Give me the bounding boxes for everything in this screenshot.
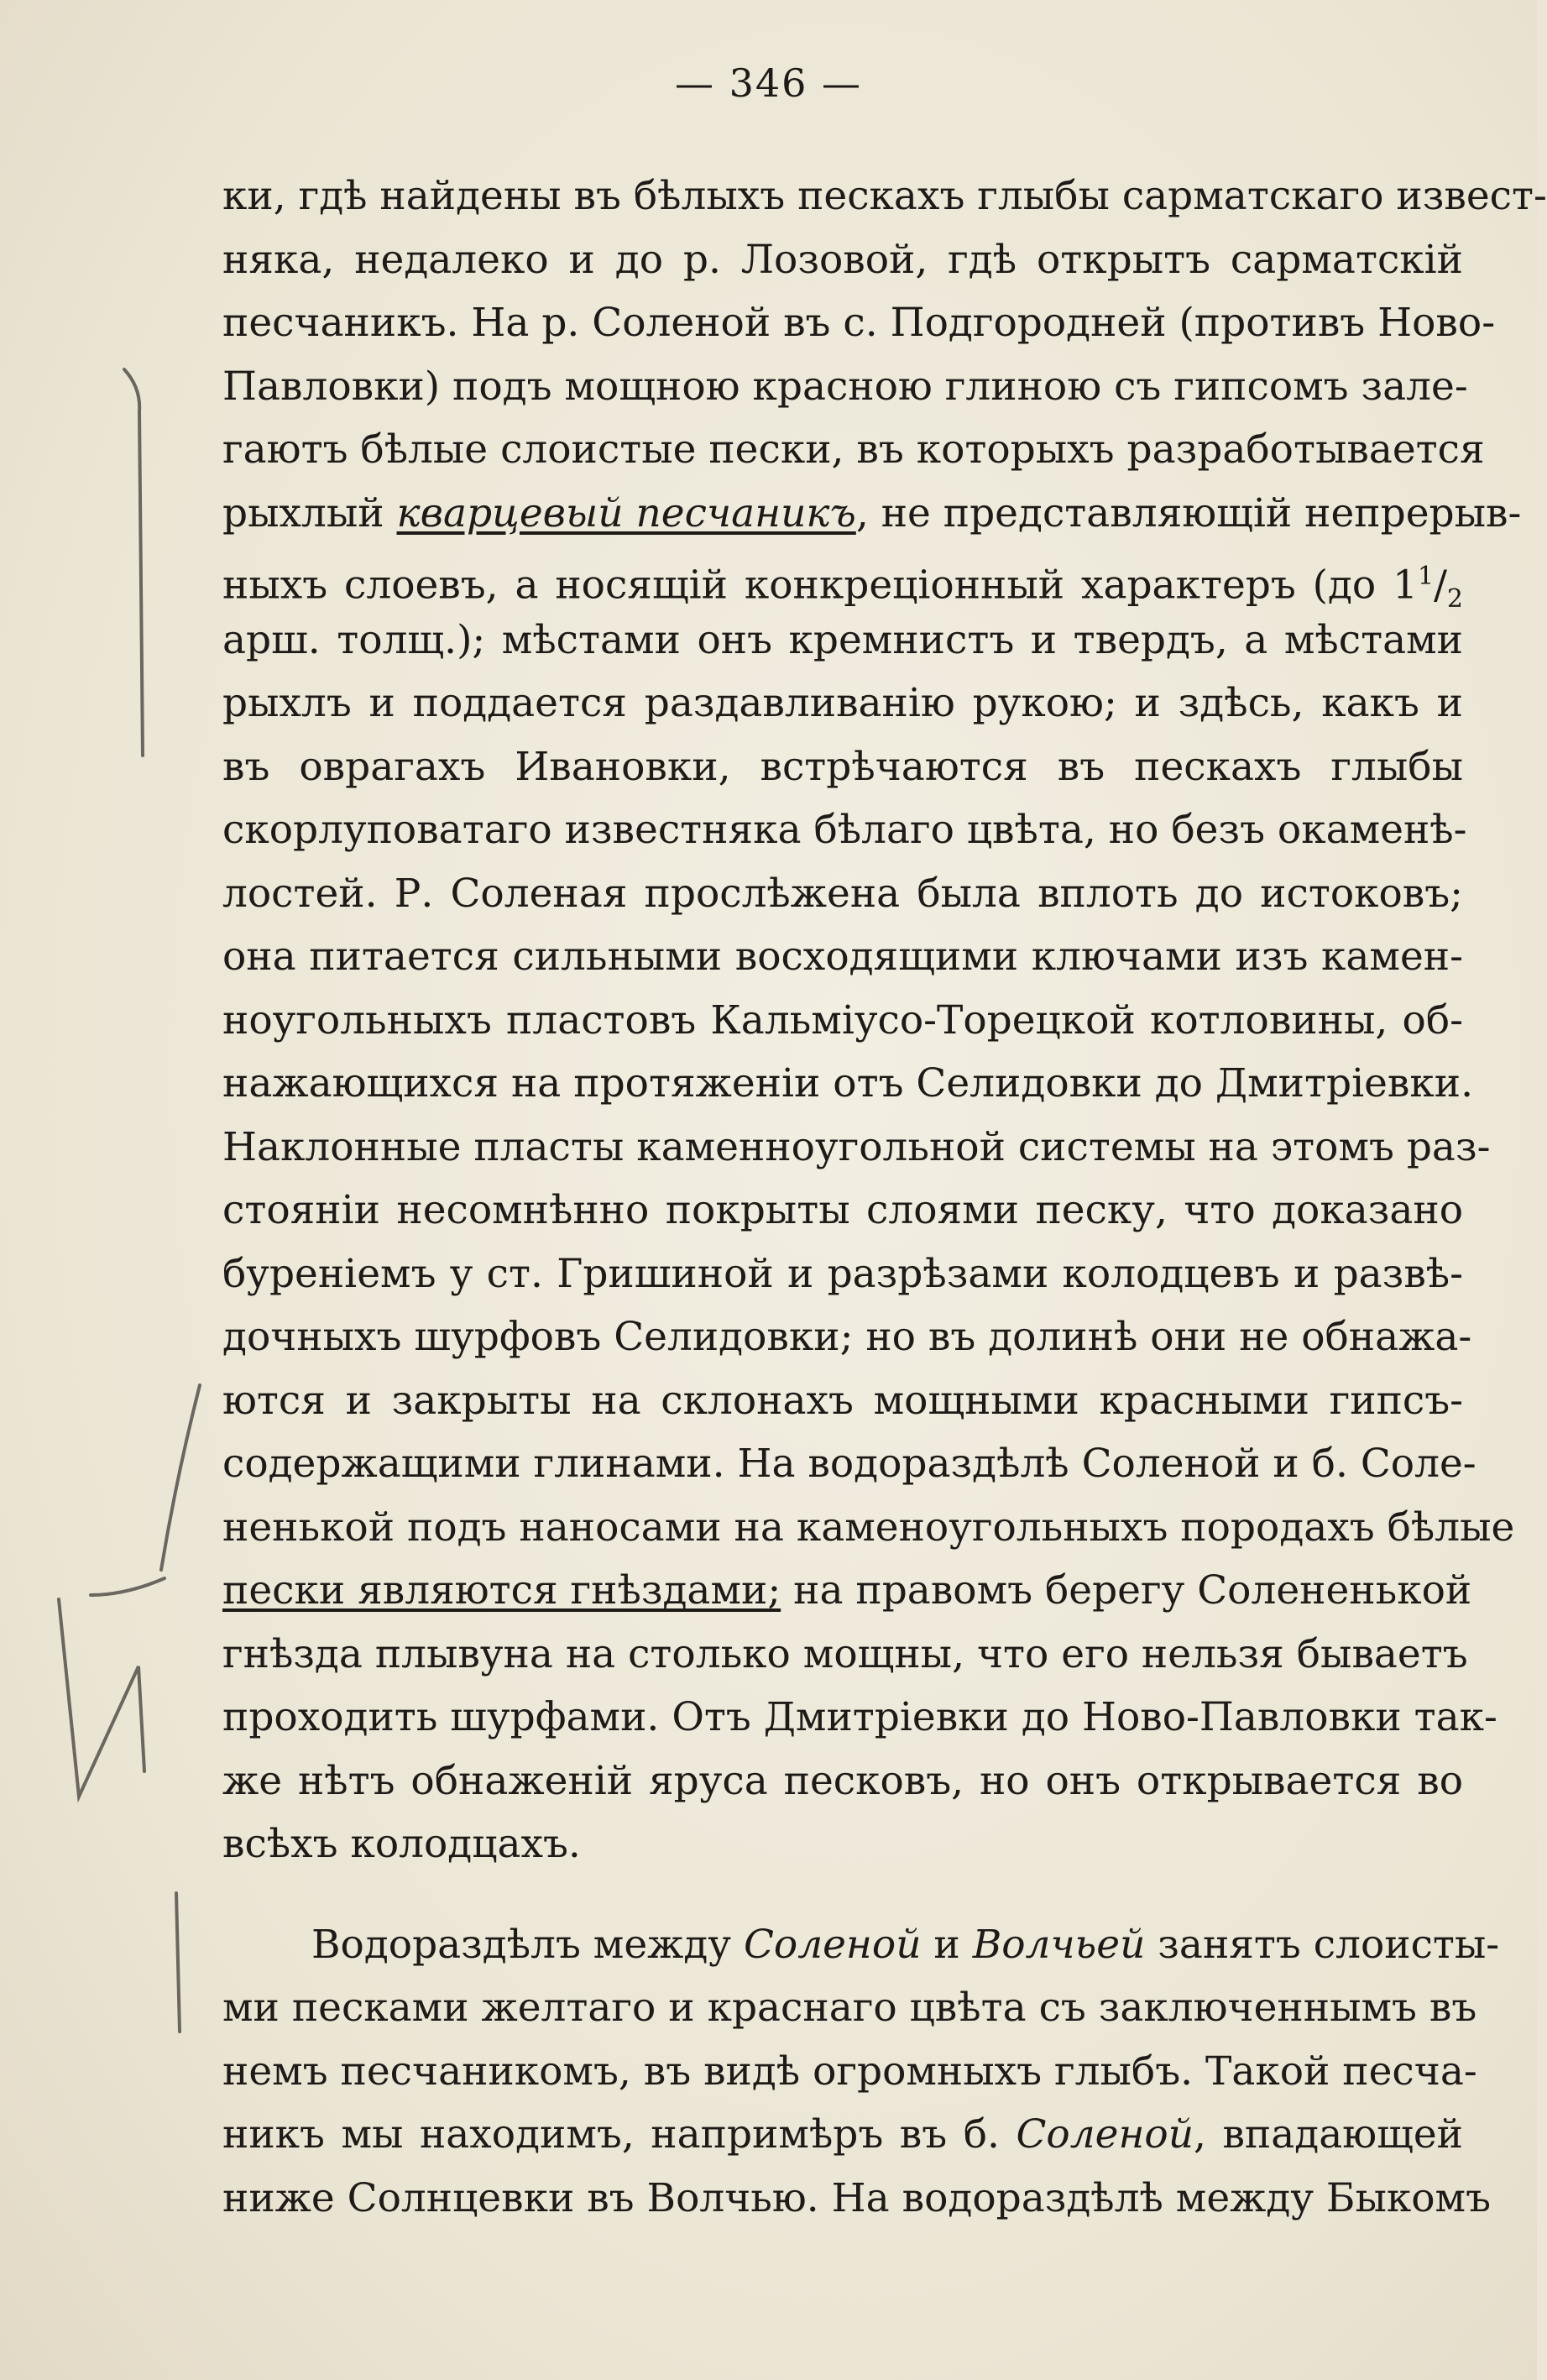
text-line: гнѣзда плывуна на столько мощны, что его нельзя бываетъ [222,1630,1468,1677]
paragraph-2 [222,1913,1500,2231]
margin-line-mark [176,1893,180,2032]
text-line [222,482,1522,546]
text-line: немъ песчаникомъ, въ видѣ огромныхъ глыбъ. Такой песча- [222,2048,1477,2095]
margin-check-mark [59,1599,144,1797]
text-line: въ оврагахъ Ивановки, встрѣчаются въ пескахъ глыбы [222,743,1463,790]
text-line: Павловки) подъ мощною красною глиною съ гипсомъ зале- [222,363,1468,410]
text-line: содержащими глинами. На водораздѣлѣ Соленой и б. Соле- [222,1441,1476,1487]
italic-term: Соленой [743,1921,922,1968]
text-line [222,2103,1463,2167]
italic-term: Соленой [1016,2111,1194,2158]
margin-bracket-mark [124,369,143,756]
text-line [222,1913,1500,1977]
text-line: песчаникъ. На р. Соленой въ с. Подгородней (противъ Ново- [222,300,1496,346]
margin-tick-mark [91,1578,165,1595]
underlined-phrase: пески являются гнѣздами; [222,1567,781,1614]
body-text [222,165,1547,2230]
text-line: же нѣтъ обнаженій яруса песковъ, но онъ открывается во [222,1757,1463,1804]
italic-term: Волчьей [972,1921,1146,1968]
text-line: арш. толщ.); мѣстами онъ кремнистъ и твердъ, а мѣстами [222,616,1463,663]
text-line: всѣхъ колодцахъ. [222,1821,581,1867]
text-line: ки, гдѣ найдены въ бѣлыхъ пескахъ глыбы сарматскаго извест- [222,173,1547,219]
text-segment: рыхлый [222,489,397,536]
text-segment: Водораздѣлъ между [311,1921,744,1968]
text-line: рыхлъ и поддается раздавливанію рукою; и здѣсь, какъ и [222,680,1463,726]
text-line: ныхъ слоевъ, а носящій конкреціонный характеръ (до $1^1/_2$ [222,562,1463,615]
fraction-denominator: 2 [1446,584,1463,615]
text-line: лостей. Р. Соленая прослѣжена была вплоть до истоковъ; [222,870,1463,917]
text-line: гаютъ бѣлые слоистые пески, въ которыхъ разработывается [222,426,1485,473]
paragraph-gap [222,1876,1463,1913]
text-line: она питается сильными восходящими ключами изъ камен- [222,934,1463,980]
text-line: проходить шурфами. Отъ Дмитріевки до Ново-Павловки так- [222,1694,1497,1740]
text-line: няка, недалеко и до р. Лозовой, гдѣ открытъ сарматскій [222,236,1463,283]
text-segment: , впадающей [1194,2111,1463,2158]
text-line: ненькой подъ наносами на каменоугольныхъ породахъ бѣлые [222,1504,1515,1551]
margin-tick-mark [161,1385,200,1570]
text-line [222,1559,1472,1623]
text-segment: , не представляющій непрерыв- [855,489,1522,536]
text-line: ми песками желтаго и краснаго цвѣта съ заключеннымъ въ [222,1985,1477,2031]
italic-term: кварцевый песчаникъ [396,489,856,536]
text-line: ноугольныхъ пластовъ Кальміусо-Торецкой котловины, об- [222,996,1463,1044]
page-number: — 346 — [674,60,863,106]
text-segment: никъ мы находимъ, напримѣръ въ б. [222,2111,1017,2158]
text-line: Наклонные пласты каменноугольной системы на этомъ раз- [222,1123,1491,1170]
text-line: стояніи несомнѣнно покрыты слоями песку, что доказано [222,1187,1463,1233]
text-segment: на правомъ берегу Солененькой [781,1567,1472,1614]
text-segment: и [921,1921,973,1968]
fraction-numerator: 1 [1417,562,1435,591]
text-line: буреніемъ у ст. Гришиной и разрѣзами колодцевъ и развѣ- [222,1250,1463,1297]
text-line: нажающихся на протяженіи отъ Селидовки до Дмитріевки. [222,1060,1474,1106]
text-segment: ныхъ слоевъ, а носящій конкреціонный характеръ (до 1 [222,562,1418,609]
text-line: скорлуповатаго известняка бѣлаго цвѣта, но безъ окаменѣ- [222,807,1467,853]
text-line: ниже Солнцевки въ Волчью. На водораздѣлѣ между Быкомъ [222,2174,1491,2221]
text-line: ются и закрыты на склонахъ мощными красными гипсъ- [222,1377,1463,1424]
text-line: дочныхъ шурфовъ Селидовки; но въ долинѣ они не обнажа- [222,1314,1472,1360]
text-segment: занятъ слоисты- [1145,1921,1500,1968]
paragraph-1 [222,165,1547,1876]
